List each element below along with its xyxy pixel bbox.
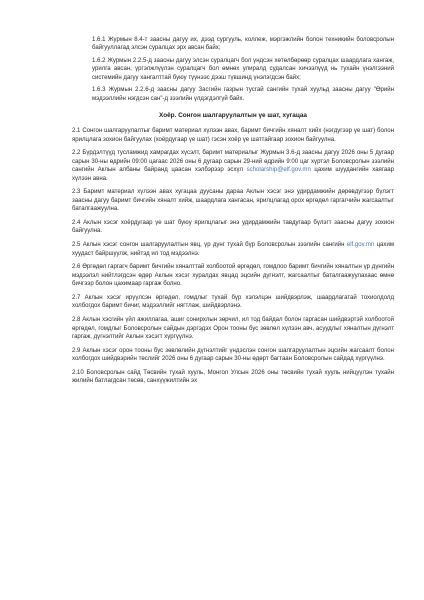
paragraph-2-5-text: 2.5 Аклын хэсэг сонгон шалгаруулалтын явц, үр дүнг тухай бүр Боловсролын зээлийн сангийн [72, 242, 347, 249]
paragraph-2-4: 2.4 Аклын хэсэг хоёрдугаар үе шат буюу ярилцлагыг энэ удирдамжийн тавдугаар бүлэгт заасны дагуу зохион байгуулна. [72, 220, 394, 235]
email-link[interactable]: scholarship@elf.gov.mn [246, 167, 311, 174]
paragraph-2-3: 2.3 Баримт материал хүлээн авах хугацаа дуусаны дараа Аклын хэсэг энэ удирдамжийн дөрөвдүгээр бүлэгт заасны дагуу баримт бичгийн хяналт хийж, шаардлага хангасан, ярилцлагад орох өргөдөл гаргагчийн жагсаалтыг баталгаажуулна. [72, 189, 394, 213]
paragraph-2-8: 2.8 Аклын хэсгийн үйл ажиллагаа, ашиг сонирхлын зөрчил, ил тод байдал болон гаргасан шийдвэртэй холбоотой өргөдөл, гомдлыг Боловсролын сайдын дэргэдэх Орон тооны бус зөвлөл хүлээн авч, асуудлыг хяналтын дүгнэлт гаргаж, дүгнэлтийг Аклын хэсэгт хүргүүлнэ. [72, 317, 394, 341]
paragraph-2-6: 2.6 Өргөдөл гаргагч баримт бичгийн хяналттай холбоотой өргөдөл, гомдлоо баримт бичгийн хяналтын үр дүнгийн мэдээлэл нийтлэгдсэн өдөр Аклын хэсэг хуралдах явцад эцсийн дүгнэлт, жагсаалтыг баталгаажуулахаас өмнө бичгээр болон цахимаар гаргаж болно. [72, 264, 394, 288]
section-title: Хоёр. Сонгон шалгаруулалтын үе шат, хугацаа [159, 112, 307, 120]
paragraph-2-1: 2.1 Сонгон шалгаруулалтыг баримт материал хүлээн авах, баримт бичгийн хяналт хийх (нэгдүгээр үе шат) болон ярилцлага зохион байгуулах (хоёрдугаар үе шат) гэсэн хоёр үе шаттайгаар зохион байгуулна. [72, 128, 394, 143]
paragraph-2-5 [72, 241, 394, 258]
paragraph-2-10: 2.10 Боловсролын сайд Төсвийн тухай хууль, Монгол Улсын 2026 оны төсвийн тухай хууль нийцүүлэн тухайн жилийн батлагдсан төсөв, санхүүжилтийн эх [72, 370, 394, 385]
paragraph-2-9: 2.9 Аклын хэсэг орон тооны бус зөвлөлийн дүгнэлтийг үндэслэн сонгон шалгаруулалтын эцсийн жагсаалт болон холбогдох шийдвэрийн төслийг 2026 оны 6 дугаар сарын 30-ны өдөрт багтаан Боловсролын сайдад хүргүүлнэ. [72, 347, 394, 363]
website-link[interactable]: elf.gov.mn [346, 242, 375, 249]
list-item-1-6-3: 1.6.3 Журмын 2.2.6-д заасны дагуу Засгийн газрын тусгай сангийн тухай хуульд заасны дагуу "Өрийн мэдээллийн нэгдсэн сан"-д зээлийн үлдэгдэлгүй байх. [92, 87, 394, 102]
paragraph-2-2-text-end: цахим шуудангийн хаягаар хүлээн авна. [72, 167, 394, 182]
paragraph-2-2 [72, 149, 394, 183]
list-item-1-6-1: 1.6.1 Журмын 8.4-т заасны дагуу их, дээд сургууль, коллеж, мэргэжлийн болон техникийн боловсролын байгууллагад элсэн суралцах эрх авсан байх; [92, 37, 394, 52]
paragraph-2-2-text: 2.2 Бүрдэлтүүд тусламжид хамрагдах хүсэлт, баримт материалыг Журмын 3.6-д заасны дагуу 2026 оны 5 дугаар сарын 30-ны өдрийн 09:00 цагаас 2026 оны 6 дугаар сарын 29-ний өдрийн 9:00 цаг хүртэл Боловсролын зээлийн сангийн Аклын албаны байранд цаасан хэлбэрээр эсхүл [72, 150, 394, 174]
paragraph-2-5-text-end: цахим хуудаст байршуулж, нийтэд ил тод мэдээлнэ. [72, 242, 394, 257]
items-top [72, 36, 394, 103]
list-item-1-6-2: 1.6.2 Журмын 2.2.5-д заасны дагуу элсэн суралцагч бол үндсэн хөтөлбөрөөр суралцах шаардлага хангаж, урилга авсан, үргэлжлүүлэн суралцагч бол өмнөх улиралд судалсан хичээлүүд нь тухайн үнэлгээний системийн дагуу хангалттай буюу түүнээс дээш түвшинд үнэлэгдсэн байх; [92, 58, 394, 81]
paragraph-2-7: 2.7 Аклын хэсэг ирүүлсэн өргөдөл, гомдлыг тухай бүр хэлэлцэн шийдвэрлэж, шаардлагатай тохиолдолд холбогдох баримт бичиг, мэдээллийг нягтлаж, шийдвэрлэнэ. [72, 295, 394, 310]
